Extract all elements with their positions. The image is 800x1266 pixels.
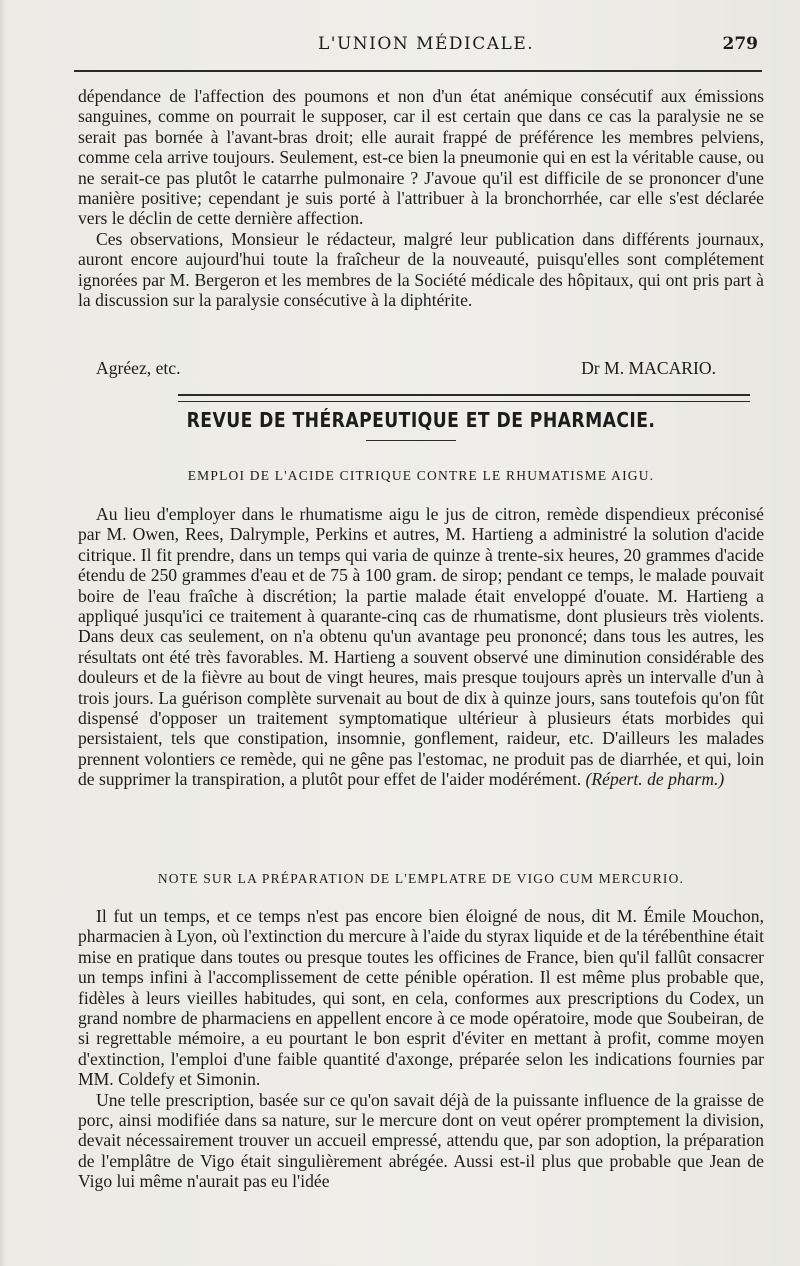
- letter-closing: [96, 358, 716, 378]
- article-1-source: (Répert. de pharm.): [585, 769, 725, 790]
- running-title: L'UNION MÉDICALE.: [318, 34, 535, 54]
- letter-paragraph-2: Ces observations, Monsieur le rédacteur, malgré leur publication dans différents journaux, auront encore aujourd'hui toute la fraîcheur de la nouveauté, puisqu'elles sont complétement ignorées par M. Bergeron et les membres de la Société médicale des hôpitaux, qui ont pris part à la discussion sur la paralysie consécutive à la diphtérite.: [78, 228, 764, 311]
- article-1-paragraph: [78, 504, 764, 790]
- article-1-body: Au lieu d'employer dans le rhumatisme aigu le jus de citron, remède dispendieux préconisé par M. Owen, Rees, Dalrymple, Perkins et autres, M. Hartieng a administré la solution d'acide citrique. Il fit prendre, dans un temps qui varia de quinze à trente-six heures, 20 grammes d'acide étendu de 250 grammes d'eau et de 75 à 100 gram. de sirop; pendant ce temps, le malade pouvait boire de l'eau fraîche à discrétion; la partie malade était enveloppé d'ouate. M. Hartieng a appliqué jusqu'ici ce traitement à quarante-cinq cas de rhumatisme, dont plusieurs très violents. Dans deux cas seulement, on n'a obtenu qu'un avantage peu prononcé; dans tous les autres, les résultats ont été très favorables. M. Hartieng a souvent observé une diminution considérable des douleurs et de la fièvre au bout de vingt heures, mais presque toujours après un intervalle d'un à trois jours. La guérison complète survenait au bout de dix à quinze jours, sans toutefois qu'on fût dispensé d'opposer un traitement symptomatique ultérieur à plusieurs états morbides qui persistaient, tels que constipation, insomnie, gonflement, raideur, etc. D'ailleurs les malades prennent volontiers ce remède, qui ne gêne pas l'estomac, ne produit pas de diarrhée, et qui, loin de supprimer la transpiration, a plutôt pour effet de l'aider modérément.: [78, 504, 764, 790]
- article-2-paragraph-1: Il fut un temps, et ce temps n'est pas encore bien éloigné de nous, dit M. Émile Mouchon, pharmacien à Lyon, où l'extinction du mercure à l'aide du styrax liquide et de la térébenthine était mise en pratique dans toutes ou presque toutes les officines de France, bien qu'il fallût consacrer un temps infini à l'accomplissement de cette pénible opération. Il est même plus probable que, fidèles à leurs vieilles habitudes, qui sont, en cela, conformes aux prescriptions du Codex, un grand nombre de pharmaciens en appellent encore à ce mode opératoire, mode que Soubeiran, de si regrettable mémoire, a eu pourtant le bon esprit d'éviter en mettant à profit, comme moyen d'extinction, l'emploi d'une faible quantité d'axonge, préparée selon les indications fournies par MM. Coldefy et Simonin.: [78, 906, 764, 1090]
- article-1-text: [78, 504, 764, 790]
- page-header: [78, 34, 758, 58]
- section-divider: [178, 394, 750, 402]
- article-2-paragraph-2: Une telle prescription, basée sur ce qu'on savait déjà de la puissante influence de la graisse de porc, ainsi modifiée dans sa nature, sur le mercure dont on veut opérer promptement la division, devait nécessairement trouver un accueil empressé, attendu que, par son adoption, la préparation de l'emplâtre de Vigo était singulièrement abrégée. Aussi est-il plus que probable que Jean de Vigo lui même n'aurait pas eu l'idée: [78, 1089, 764, 1192]
- title-rule: [366, 440, 456, 441]
- article-1-heading: EMPLOI DE L'ACIDE CITRIQUE CONTRE LE RHUMATISME AIGU.: [187, 468, 655, 483]
- letter-paragraph-1: dépendance de l'affection des poumons et non d'un état anémique consécutif aux émissions sanguines, comme on pourrait le supposer, car il est certain que dans ce cas la paralysie ne se serait pas bornée à l'avant-bras droit; elle aurait frappé de préférence les membres pelviens, comme cela arrive toujours. Seulement, est-ce bien la pneumonie qui en est la véritable cause, ou ne serait-ce pas plutôt le catarrhe pulmonaire ? J'avoue qu'il est difficile de se prononcer d'une manière positive; cependant je suis porté à l'attribuer à la bronchorrhée, car elle s'est déclarée vers le déclin de cette dernière affection.: [78, 86, 764, 229]
- header-rule: [74, 70, 762, 72]
- page-number: 279: [722, 34, 758, 54]
- section-title: REVUE DE THÉRAPEUTIQUE ET DE PHARMACIE.: [186, 408, 656, 432]
- closing-formula: Agréez, etc.: [96, 358, 181, 378]
- article-2-heading: NOTE SUR LA PRÉPARATION DE L'EMPLATRE DE VIGO CUM MERCURIO.: [157, 871, 685, 886]
- letter-text: [78, 86, 764, 310]
- article-2-text: [78, 906, 764, 1192]
- signature: Dr M. MACARIO.: [581, 358, 716, 378]
